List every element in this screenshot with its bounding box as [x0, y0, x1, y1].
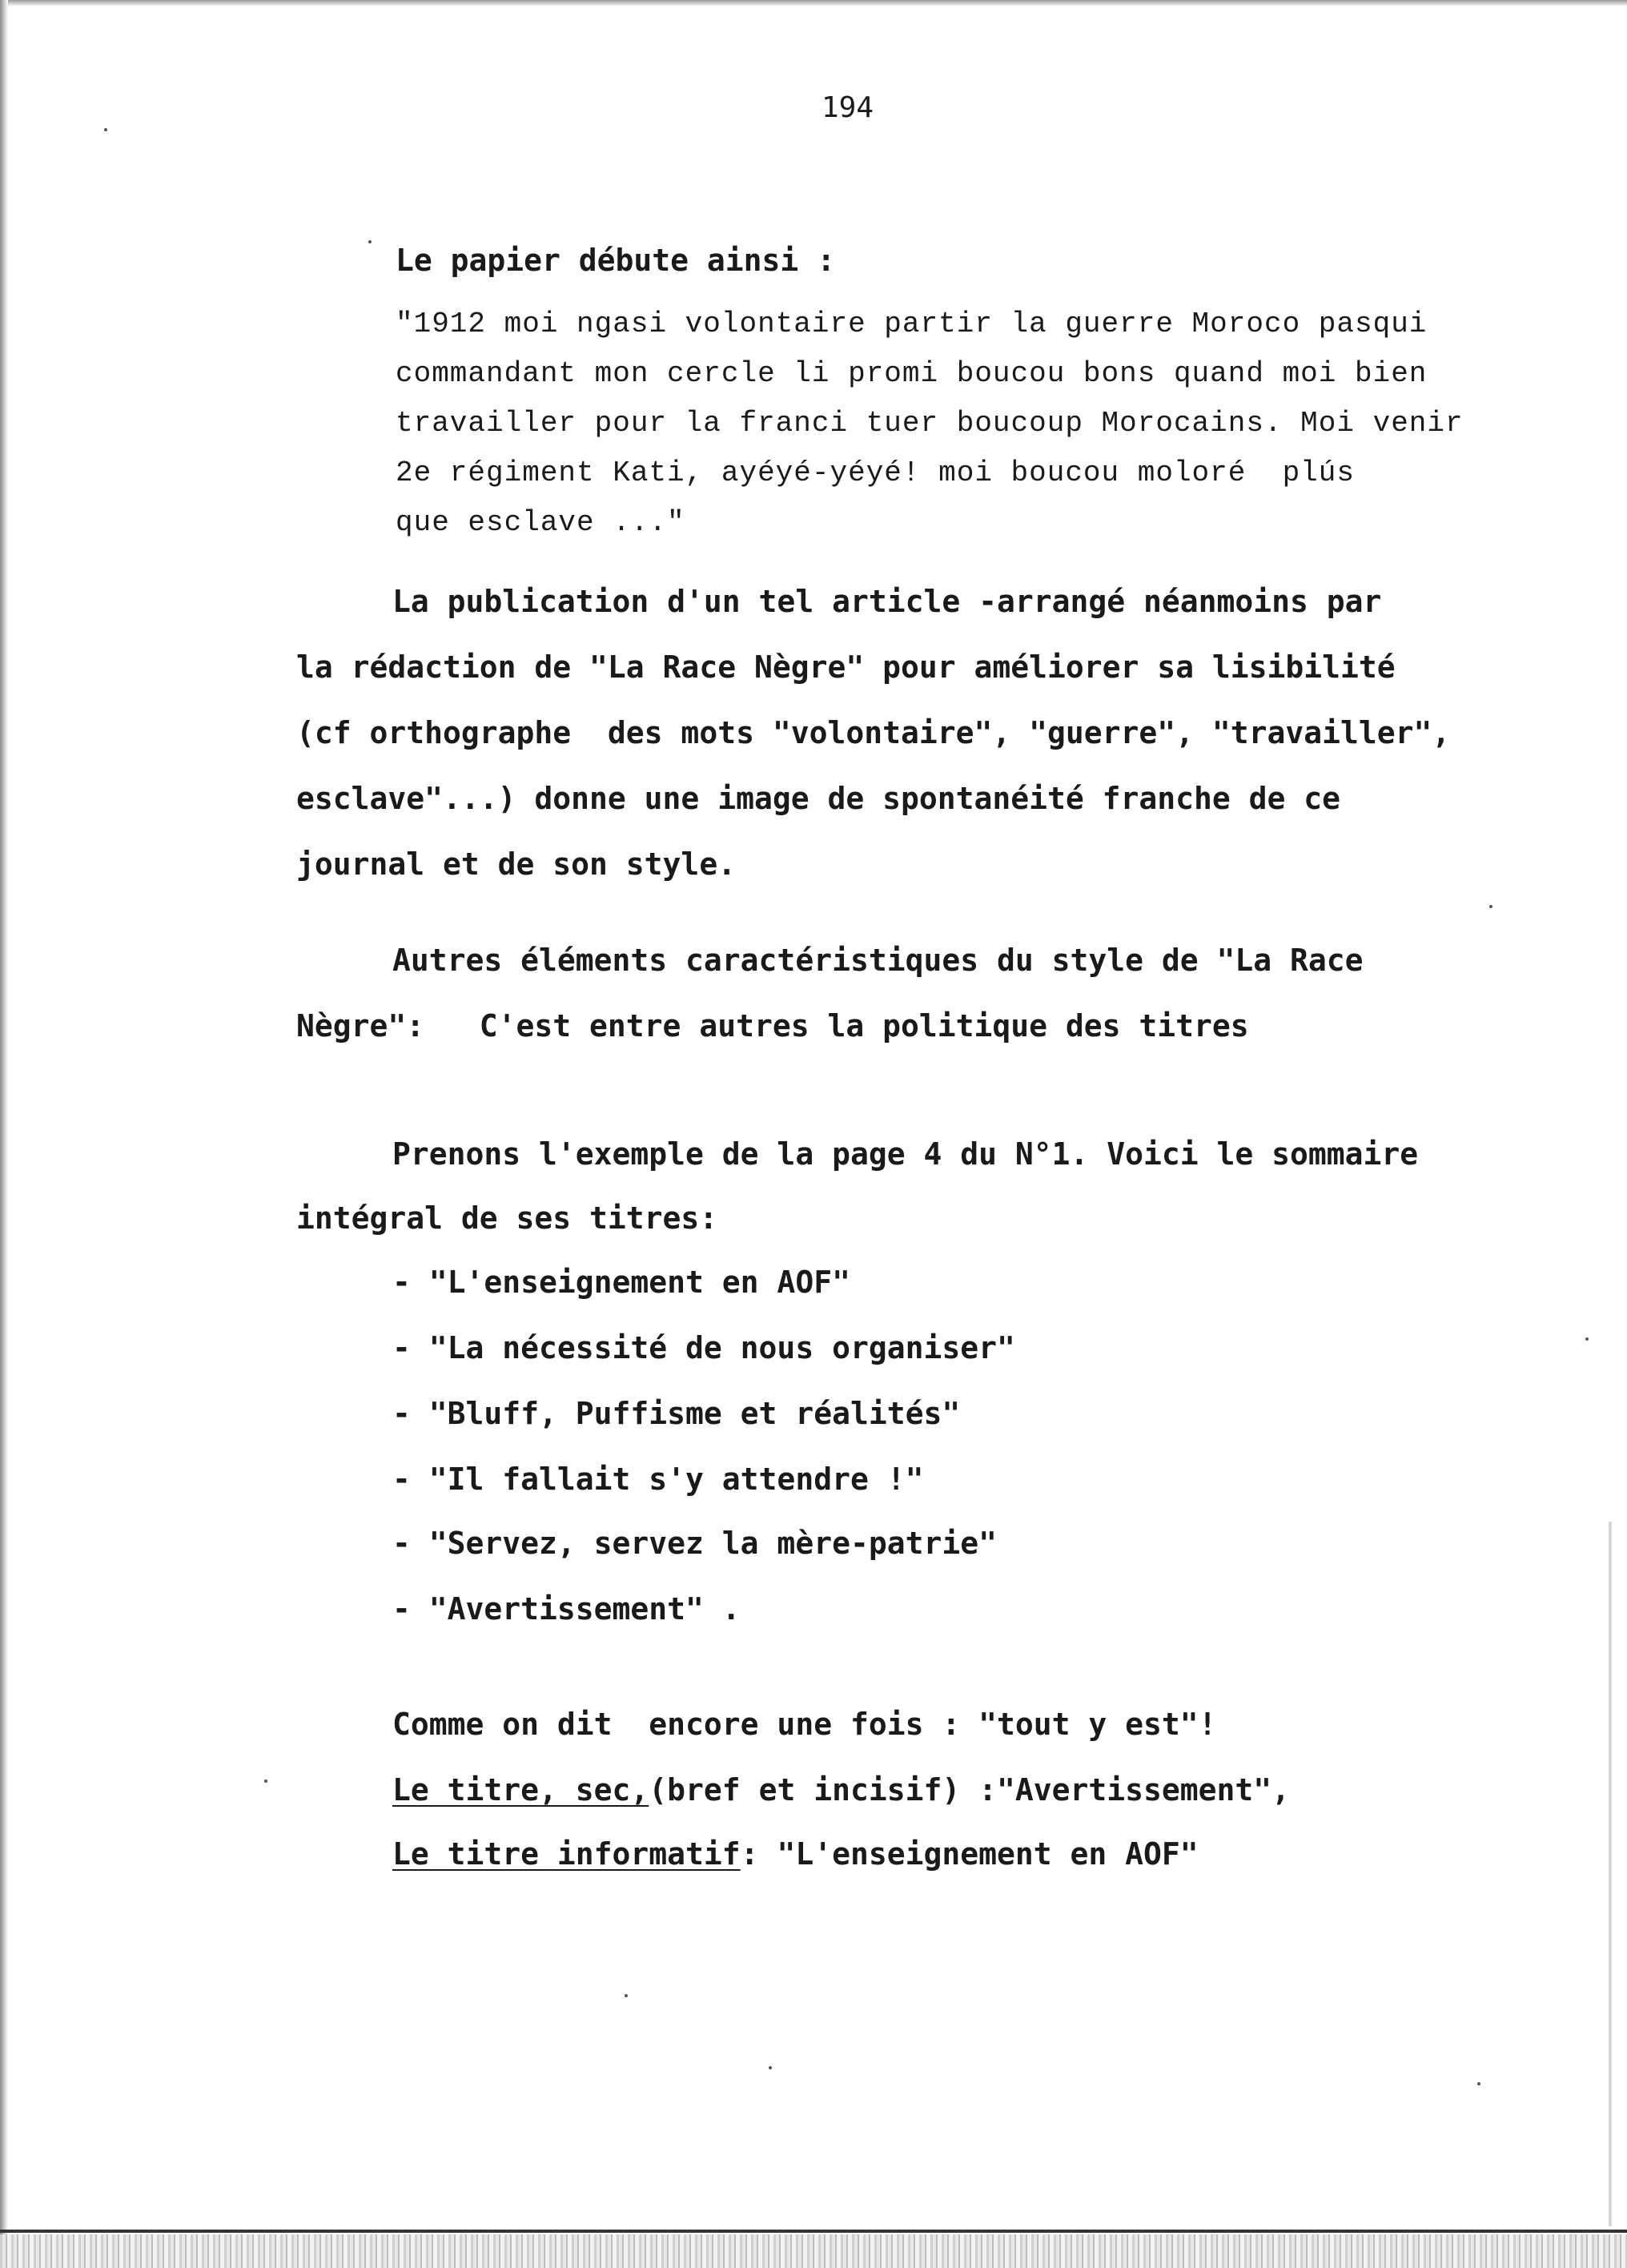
- scan-speck: [368, 240, 372, 243]
- title-informative-label: Le titre informatif: [392, 1836, 741, 1872]
- title-informative-rest: : "L'enseignement en AOF": [740, 1836, 1199, 1872]
- scan-speck: [1585, 1337, 1589, 1341]
- list-item: - "La nécessité de nous organiser": [392, 1330, 1015, 1365]
- scan-speck: [1477, 2082, 1480, 2085]
- paragraph-line: la rédaction de "La Race Nègre" pour améliorer sa lisibilité: [296, 649, 1396, 685]
- scan-edge-top: [0, 0, 1627, 6]
- paragraph-line: La publication d'un tel article -arrangé néanmoins par: [392, 584, 1382, 619]
- paragraph-line: journal et de son style.: [296, 846, 737, 882]
- list-item: - "Il fallait s'y attendre !": [392, 1462, 924, 1497]
- paragraph-line: (cf orthographe des mots "volontaire", "guerre", "travailler",: [296, 715, 1451, 750]
- scan-bottom-line: [0, 2230, 1627, 2233]
- scan-speck: [104, 128, 107, 131]
- quote-line: commandant mon cercle li promi boucou bons quand moi bien: [396, 357, 1428, 390]
- list-item: - "Servez, servez la mère-patrie": [392, 1526, 997, 1561]
- list-item: - "L'enseignement en AOF": [392, 1265, 850, 1300]
- scan-edge-left: [0, 0, 8, 2268]
- paragraph-line: esclave"...) donne une image de spontanéité franche de ce: [296, 781, 1341, 816]
- scan-edge-bottom: [0, 2234, 1627, 2268]
- scan-speck: [264, 1779, 267, 1783]
- title-dry-rest: (bref et incisif) :"Avertissement",: [649, 1772, 1291, 1808]
- title-dry-line: [392, 1771, 1290, 1808]
- intro-line: Le papier débute ainsi :: [396, 243, 836, 278]
- quote-line: 2e régiment Kati, ayéyé-yéyé! moi boucou moloré plús: [396, 456, 1355, 489]
- page-number: 194: [822, 91, 874, 124]
- conclusion-line: Comme on dit encore une fois : "tout y est"!: [392, 1707, 1217, 1742]
- scan-speck: [1489, 905, 1492, 908]
- paragraph-line: Prenons l'exemple de la page 4 du N°1. Voici le sommaire: [392, 1136, 1419, 1172]
- title-dry-label: Le titre, sec,: [392, 1772, 649, 1808]
- paragraph-line: Nègre": C'est entre autres la politique des titres: [296, 1008, 1249, 1044]
- scan-edge-right: [1608, 1522, 1613, 2226]
- paragraph-line: intégral de ses titres:: [296, 1200, 718, 1236]
- list-item: - "Bluff, Puffisme et réalités": [392, 1396, 961, 1431]
- title-informative-line: [392, 1836, 1199, 1872]
- quote-line: que esclave ...": [396, 506, 685, 539]
- scan-speck: [769, 2066, 772, 2069]
- quote-line: "1912 moi ngasi volontaire partir la guerre Moroco pasqui: [396, 308, 1428, 340]
- list-item: - "Avertissement" .: [392, 1591, 741, 1627]
- paragraph-line: Autres éléments caractéristiques du style de "La Race: [392, 943, 1364, 978]
- quote-line: travailler pour la franci tuer boucoup Morocains. Moi venir: [396, 407, 1464, 440]
- scan-speck: [625, 1994, 628, 1997]
